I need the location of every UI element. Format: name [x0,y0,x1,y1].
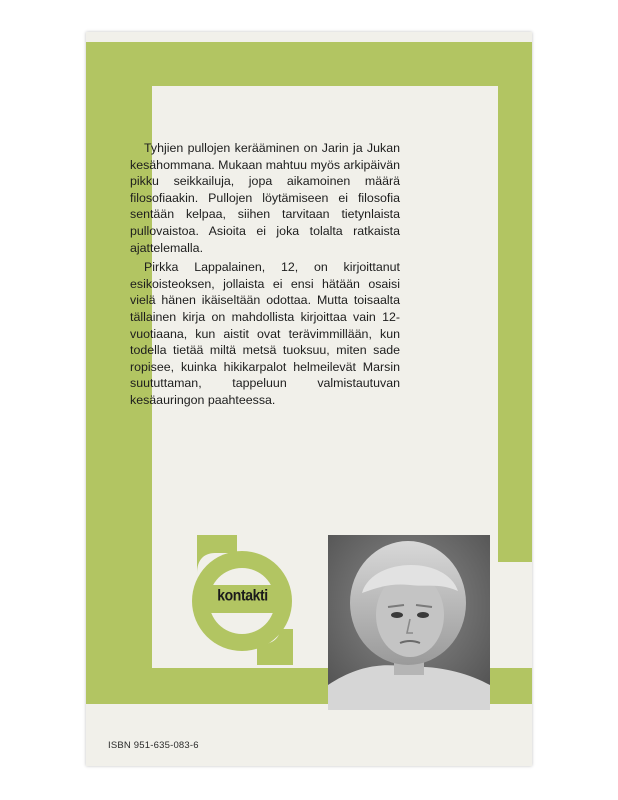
kontakti-logo-label: kontakti [217,585,268,605]
author-portrait-image [328,535,490,710]
green-frame-right [498,42,532,562]
blurb-text [130,140,400,412]
isbn-number: ISBN 951-635-083-6 [108,740,199,751]
kontakti-logo-icon [175,533,310,668]
author-portrait-icon [328,535,490,710]
blurb-paragraph-1: Tyhjien pullojen kerääminen on Jarin ja Jukan kesähommana. Mukaan mahtuu myös arkipäivän pikku seikkailuja, jopa aikamoinen määrä filosofiaakin. Pullojen löytämiseen ei filosofia sentään kelpaa, siihen tarvitaan tietynlaista pullovaistoa. Asioita ei joka tolalta ratkaista ajattelemalla. [130,141,400,255]
blurb-paragraph-2: Pirkka Lappalainen, 12, on kirjoittanut esikoisteoksen, jollaista ei ensi hätään osaisi vielä hänen ikäiseltään odottaa. Mutta toisaalta tällainen kirja on mahdollista kirjoittaa vain 12-vuotiaana, kun aistit ovat terävimmillään, kun todella tietää miltä metsä tuoksuu, miten sade ropisee, kuinka hikikarpalot helmeilevät Marsin suututtaman, tappeluun valmistautuvan kesäauringon paahteessa. [130,260,400,407]
green-frame-top [86,42,532,86]
